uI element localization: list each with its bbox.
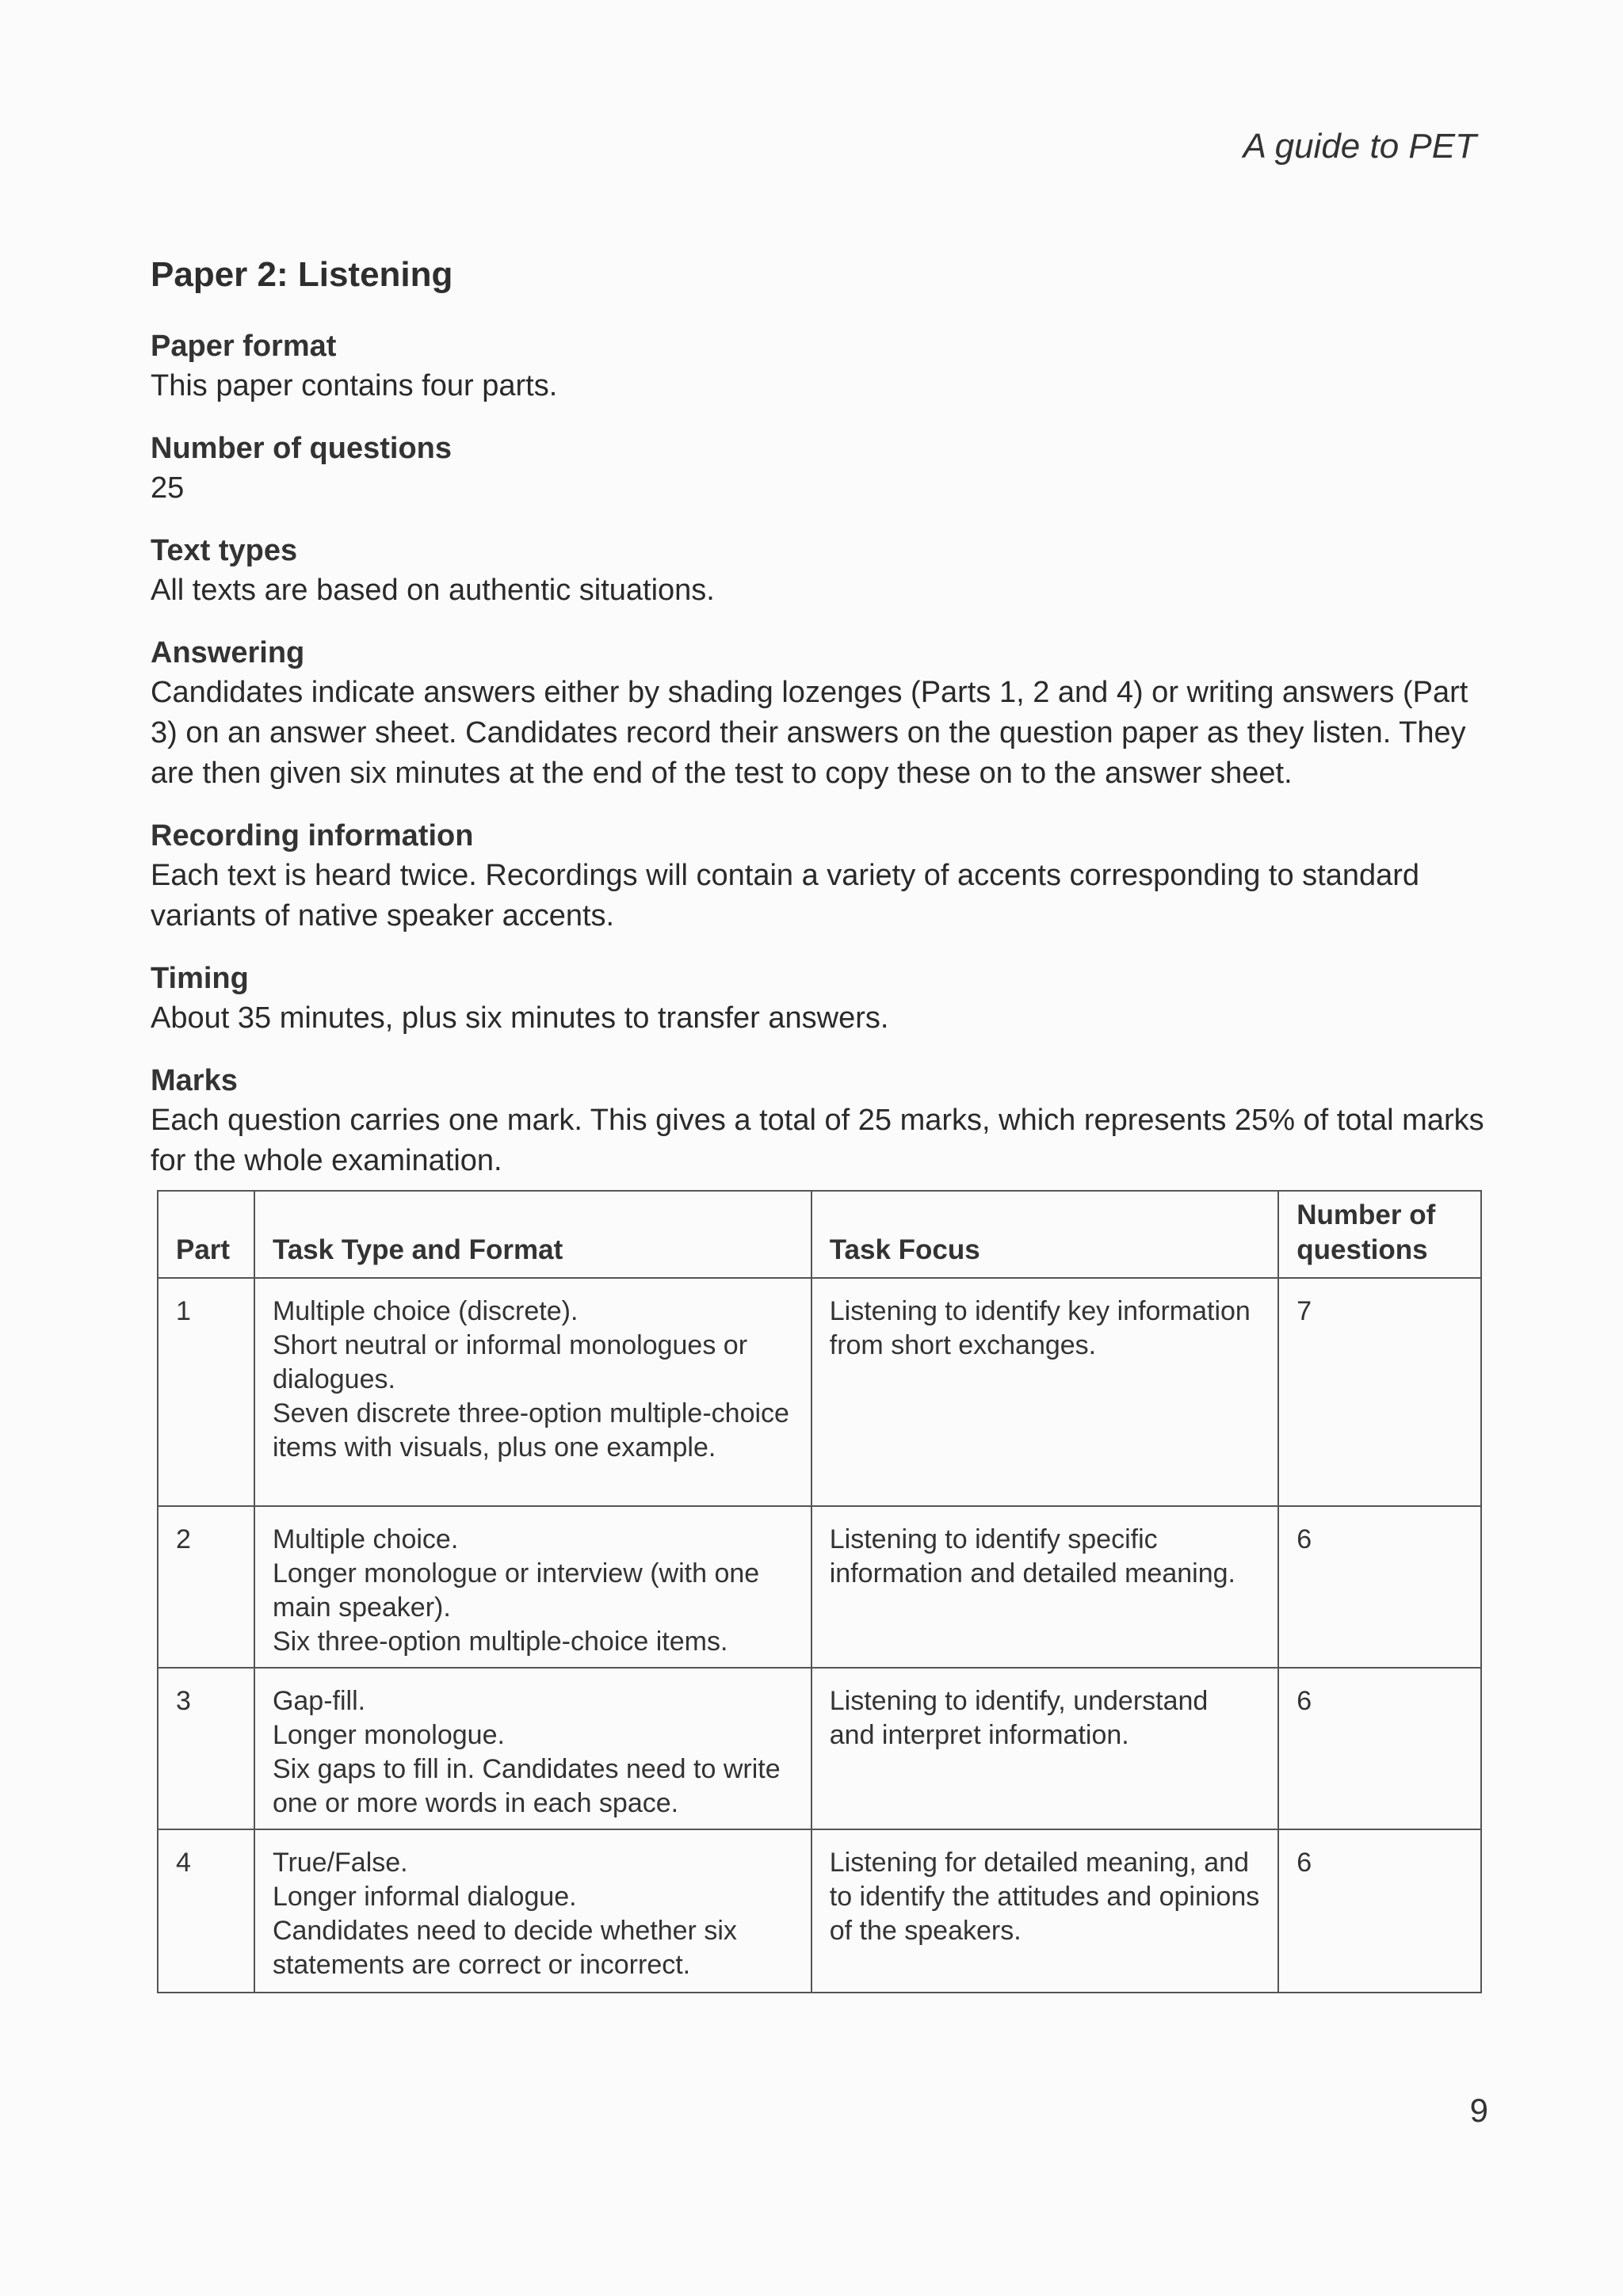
column-header-number-of-questions: Number of questions	[1278, 1191, 1481, 1278]
cell-task-focus: Listening for detailed meaning, and to identify the attitudes and opinions of the speakers.	[812, 1829, 1279, 1993]
section-heading: Recording information	[151, 819, 474, 852]
section-body: 25	[151, 471, 185, 505]
cell-part: 4	[158, 1829, 254, 1993]
cell-task-type	[254, 1668, 812, 1829]
section-paper-format	[151, 326, 1498, 406]
page-title: Paper 2: Listening	[151, 255, 453, 294]
table-row	[158, 1278, 1481, 1506]
task-line: Seven discrete three-option multiple-choice items with visuals, plus one example.	[272, 1398, 789, 1463]
section-timing	[151, 959, 1498, 1039]
running-head: A guide to PET	[1243, 127, 1476, 166]
section-body: Each question carries one mark. This gives a total of 25 marks, which represents 25% of total marks for the whole examination.	[151, 1104, 1484, 1177]
task-line: Longer monologue.	[272, 1720, 505, 1750]
task-line: Six gaps to fill in. Candidates need to write one or more words in each space.	[272, 1754, 781, 1818]
cell-task-type	[254, 1278, 812, 1506]
section-number-of-questions	[151, 429, 1498, 509]
cell-number-of-questions: 7	[1278, 1278, 1481, 1506]
task-table	[157, 1190, 1482, 1993]
section-heading: Text types	[151, 534, 298, 567]
task-line: Six three-option multiple-choice items.	[272, 1627, 728, 1657]
task-line: True/False.	[272, 1848, 408, 1878]
task-line: Longer monologue or interview (with one main speaker).	[272, 1558, 760, 1623]
section-heading: Timing	[151, 962, 249, 995]
section-body: Each text is heard twice. Recordings will contain a variety of accents corresponding to standard variants of native speaker accents.	[151, 859, 1420, 933]
cell-task-type	[254, 1506, 812, 1668]
main-content	[151, 255, 1498, 1203]
column-header-task-focus: Task Focus	[812, 1191, 1279, 1278]
section-body: All texts are based on authentic situations.	[151, 574, 715, 607]
cell-part: 1	[158, 1278, 254, 1506]
section-recording-information	[151, 816, 1498, 936]
section-body: About 35 minutes, plus six minutes to transfer answers.	[151, 1001, 889, 1035]
section-heading: Marks	[151, 1064, 238, 1097]
task-line: Multiple choice.	[272, 1524, 459, 1554]
table-row	[158, 1668, 1481, 1829]
column-header-part: Part	[158, 1191, 254, 1278]
section-heading: Number of questions	[151, 432, 453, 465]
task-line: Gap-fill.	[272, 1686, 366, 1716]
cell-task-type	[254, 1829, 812, 1993]
table-row	[158, 1506, 1481, 1668]
task-line: Short neutral or informal monologues or dialogues.	[272, 1330, 748, 1394]
section-body: This paper contains four parts.	[151, 369, 558, 402]
cell-number-of-questions: 6	[1278, 1668, 1481, 1829]
section-heading: Paper format	[151, 330, 337, 363]
cell-task-focus: Listening to identify, understand and interpret information.	[812, 1668, 1279, 1829]
table-header-row	[158, 1191, 1481, 1278]
task-line: Candidates need to decide whether six statements are correct or incorrect.	[272, 1916, 737, 1980]
cell-part: 2	[158, 1506, 254, 1668]
column-header-task-type: Task Type and Format	[254, 1191, 812, 1278]
cell-number-of-questions: 6	[1278, 1506, 1481, 1668]
cell-number-of-questions: 6	[1278, 1829, 1481, 1993]
cell-part: 3	[158, 1668, 254, 1829]
section-heading: Answering	[151, 636, 305, 669]
table-row	[158, 1829, 1481, 1993]
section-answering	[151, 633, 1498, 794]
section-text-types	[151, 531, 1498, 611]
task-line: Multiple choice (discrete).	[272, 1296, 579, 1326]
cell-task-focus: Listening to identify specific information and detailed meaning.	[812, 1506, 1279, 1668]
cell-task-focus: Listening to identify key information from short exchanges.	[812, 1278, 1279, 1506]
page-number: 9	[1469, 2092, 1488, 2129]
section-body: Candidates indicate answers either by shading lozenges (Parts 1, 2 and 4) or writing answers (Part 3) on an answer sheet. Candidates record their answers on the question paper as they listen. They are then given six minutes at the end of the test to copy these on to the answer sheet.	[151, 676, 1468, 790]
section-marks	[151, 1061, 1498, 1181]
task-line: Longer informal dialogue.	[272, 1882, 577, 1912]
